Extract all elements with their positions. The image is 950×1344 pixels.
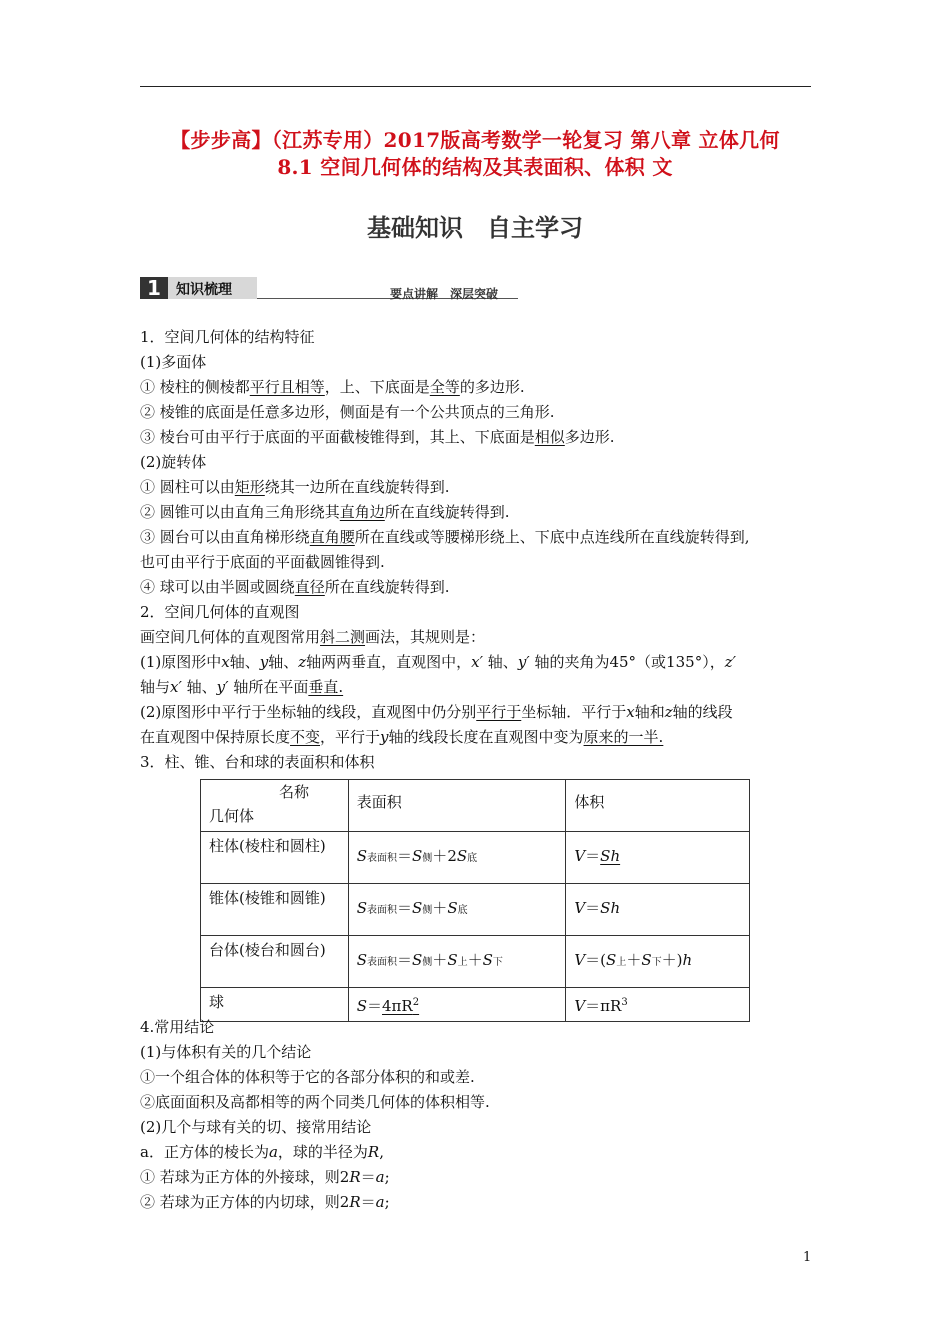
prism-area: S表面积＝S侧＋2S底 (348, 832, 566, 884)
revolution-item-1: ① 圆柱可以由矩形绕其一边所在直线旋转得到. (140, 478, 450, 496)
doc-title-line1: 【步步高】（江苏专用）2017版高考数学一轮复习 第八章 立体几何 (170, 128, 780, 152)
oblique-rule-1-cont: 轴与x′ 轴、y′ 轴所在平面垂直. (140, 678, 344, 696)
heading-1: 1．空间几何体的结构特征 (140, 328, 315, 346)
table-row (201, 884, 750, 936)
polyhedron-item-1: ① 棱柱的侧棱都平行且相等，上、下底面是全等的多边形. (140, 378, 525, 396)
knowledge-banner (140, 277, 518, 301)
sphere-area: $S=4\pi R^2$ (348, 988, 566, 1022)
header-name: 名称 (279, 783, 310, 801)
pyramid-area: S表面积＝S侧＋S底 (348, 884, 566, 936)
revolution-item-3: ③ 圆台可以由直角梯形绕直角腰所在直线或等腰梯形绕上、下底中点连线所在直线旋转得到, (140, 528, 750, 546)
conclusion-1a: ①一个组合体的体积等于它的各部分体积的和或差. (140, 1068, 475, 1086)
page-number: 1 (803, 1250, 812, 1265)
polyhedron-item-3: ③ 棱台可由平行于底面的平面截棱锥得到，其上、下底面是相似多边形. (140, 428, 615, 446)
revolution-item-3-cont: 也可由平行于底面的平面截圆锥得到. (140, 553, 385, 571)
oblique-rule-2: (2)原图形中平行于坐标轴的线段，直观图中仍分别平行于坐标轴．平行于x轴和z轴的线段 (140, 703, 733, 721)
oblique-rule-1: (1)原图形中x轴、y轴、z轴两两垂直，直观图中，x′ 轴、y′ 轴的夹角为45°（或135°），z′ (140, 653, 737, 671)
section-title: 基础知识 自主学习 (367, 214, 583, 242)
heading-3: 3．柱、锥、台和球的表面积和体积 (140, 753, 375, 771)
row-name: 球 (201, 988, 349, 1022)
conclusion-2a-1: ① 若球为正方体的外接球，则2R＝a; (140, 1168, 390, 1186)
frustum-area: S表面积＝S侧＋S上＋S下 (348, 936, 566, 988)
header-solid: 几何体 (209, 807, 255, 825)
conclusion-2a-2: ② 若球为正方体的内切球，则2R＝a; (140, 1193, 390, 1211)
banner-label: 知识梳理 (176, 282, 232, 298)
table-row (201, 988, 750, 1022)
revolution-item-2: ② 圆锥可以由直角三角形绕其直角边所在直线旋转得到. (140, 503, 510, 521)
table-row (201, 832, 750, 884)
area-volume-table (200, 779, 750, 1022)
prism-volume: V＝Sh (566, 832, 750, 884)
heading-4: 4.常用结论 (140, 1018, 215, 1036)
table-header-row (201, 780, 750, 832)
conclusion-2: (2)几个与球有关的切、接常用结论 (140, 1118, 372, 1136)
header-volume: 体积 (566, 780, 750, 832)
banner-number: 1 (140, 277, 168, 299)
heading-1-2: (2)旋转体 (140, 453, 207, 471)
doc-title-line2: 8.1 空间几何体的结构及其表面积、体积 文 (277, 155, 673, 179)
table-row (201, 936, 750, 988)
oblique-rule-2-cont: 在直观图中保持原长度不变，平行于y轴的线段长度在直观图中变为原来的一半. (140, 728, 664, 746)
row-name: 柱体(棱柱和圆柱) (201, 832, 349, 884)
header-area: 表面积 (348, 780, 566, 832)
heading-2: 2．空间几何体的直观图 (140, 603, 300, 621)
pyramid-volume: V＝Sh (566, 884, 750, 936)
oblique-intro: 画空间几何体的直观图常用斜二测画法，其规则是： (140, 628, 486, 646)
header-diagonal-cell (201, 780, 349, 832)
row-name: 锥体(棱锥和圆锥) (201, 884, 349, 936)
conclusion-1: (1)与体积有关的几个结论 (140, 1043, 312, 1061)
sphere-volume: $V=\pi R^3$ (566, 988, 750, 1022)
frustum-volume: V＝(S上＋S下＋)h (566, 936, 750, 988)
heading-1-1: (1)多面体 (140, 353, 207, 371)
row-name: 台体(棱台和圆台) (201, 936, 349, 988)
banner-subtitle: 要点讲解 深层突破 (390, 287, 499, 301)
conclusion-1b: ②底面面积及高都相等的两个同类几何体的体积相等. (140, 1093, 490, 1111)
header-rule (140, 86, 811, 87)
polyhedron-item-2: ② 棱锥的底面是任意多边形，侧面是有一个公共顶点的三角形. (140, 403, 555, 421)
conclusion-2a: a．正方体的棱长为a，球的半径为R, (140, 1143, 384, 1161)
revolution-item-4: ④ 球可以由半圆或圆绕直径所在直线旋转得到. (140, 578, 450, 596)
